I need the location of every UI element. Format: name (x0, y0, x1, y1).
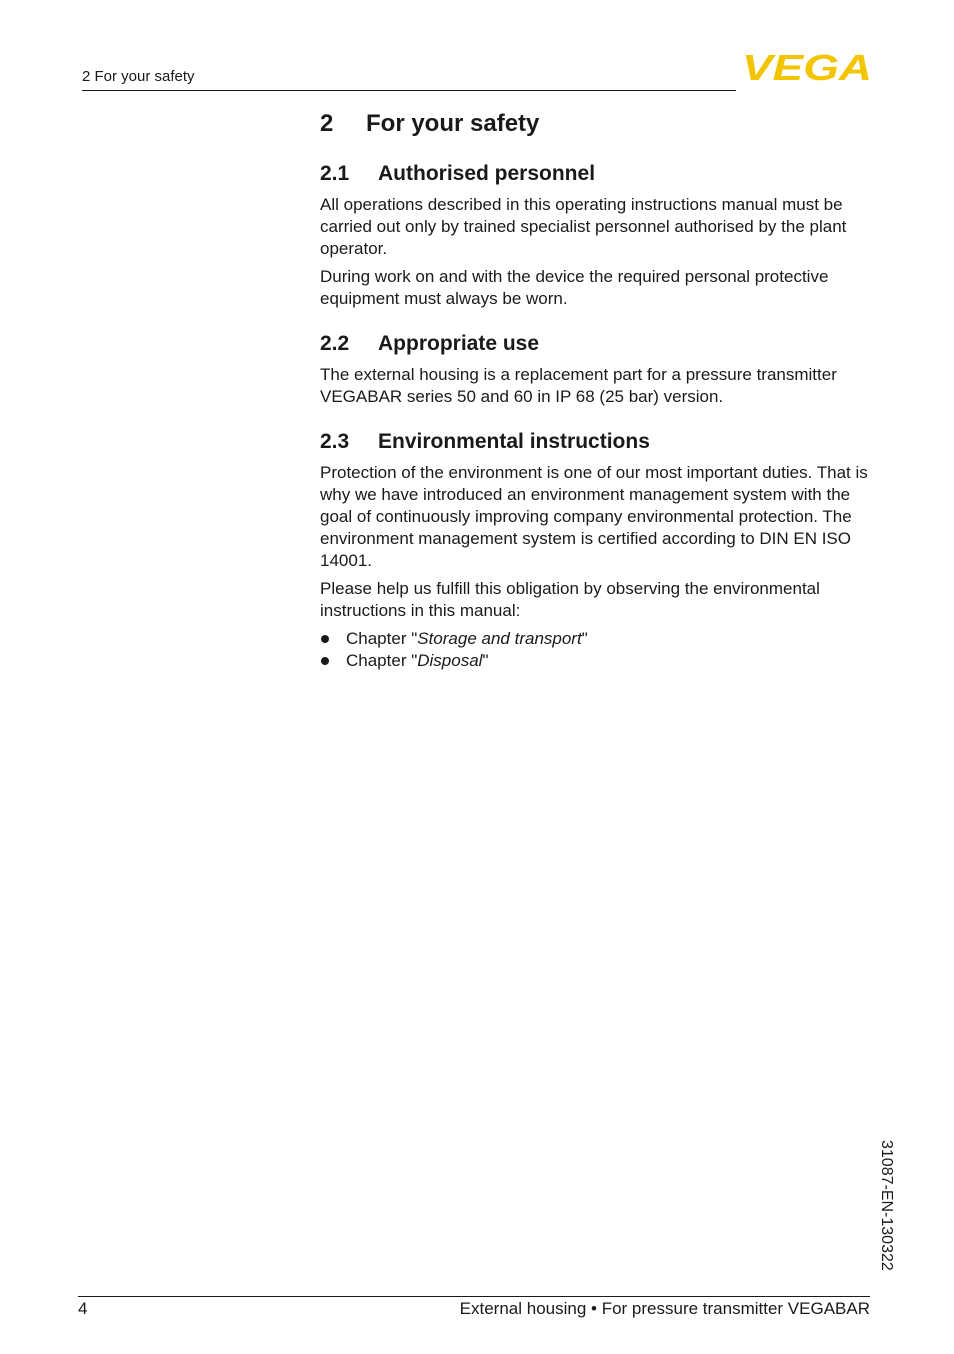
list-item (320, 650, 872, 672)
bullet-icon (321, 635, 329, 643)
paragraph: During work on and with the device the required personal protective equipment must always be worn. (320, 267, 829, 308)
document-id: 31087-EN-130322 (878, 1140, 895, 1271)
section-appropriate-use (320, 332, 872, 408)
paragraph: Protection of the environment is one of our most important duties. That is why we have introduced an environment management system with the goal of continuously improving company environmental protection. The environment management system is certified according to DIN EN ISO 14001. (320, 463, 868, 570)
section-environmental-instructions (320, 430, 872, 672)
bullet-list (320, 628, 872, 672)
section-authorised-personnel (320, 162, 872, 310)
list-item (320, 628, 872, 650)
header-rule (82, 90, 736, 91)
section-title: Appropriate use (378, 332, 540, 355)
section-number: 2.3 (320, 430, 350, 453)
paragraph: Please help us fulfill this obligation by observing the environmental instructions in this manual: (320, 579, 820, 620)
bullet-icon (321, 657, 329, 665)
paragraph: The external housing is a replacement part for a pressure transmitter VEGABAR series 50 and 60 in IP 68 (25 bar) version. (320, 365, 837, 406)
list-item-suffix: " (482, 651, 489, 670)
section-title: Authorised personnel (378, 162, 596, 185)
chapter-reference-link: Storage and transport (417, 629, 582, 648)
chapter-heading (320, 110, 872, 138)
chapter-title: For your safety (366, 110, 540, 137)
page-number: 4 (78, 1299, 88, 1318)
footer-rule (78, 1296, 870, 1297)
chapter-reference-link: Disposal (417, 651, 483, 670)
paragraph: All operations described in this operating instructions manual must be carried out only by trained specialist personnel authorised by the plant operator. (320, 195, 847, 258)
list-item-suffix: " (581, 629, 588, 648)
list-item-prefix: Chapter " (346, 651, 418, 670)
svg-text:VEGA: VEGA (742, 52, 872, 82)
chapter-number: 2 (320, 110, 334, 137)
section-number: 2.1 (320, 162, 350, 185)
vega-logo (742, 52, 872, 82)
section-title: Environmental instructions (378, 430, 650, 453)
section-heading (320, 430, 872, 454)
section-heading (320, 332, 872, 356)
footer-document-title: External housing • For pressure transmitter VEGABAR (459, 1299, 870, 1318)
running-header: 2 For your safety (82, 68, 195, 85)
section-heading (320, 162, 872, 186)
section-number: 2.2 (320, 332, 350, 355)
main-content (320, 110, 872, 694)
list-item-prefix: Chapter " (346, 629, 418, 648)
